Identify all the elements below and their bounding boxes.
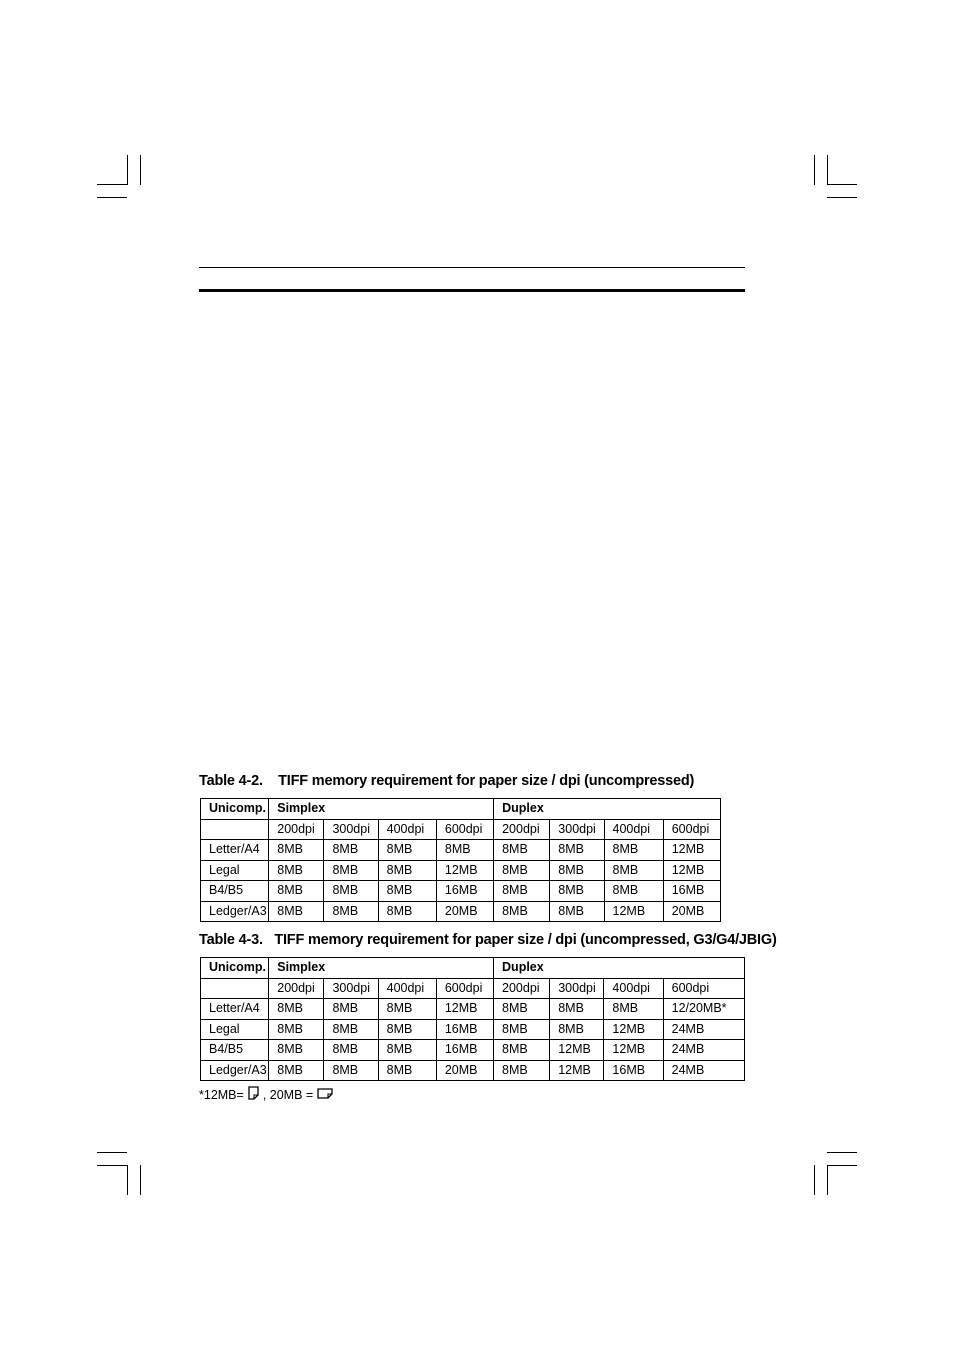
table-3-group-duplex: Duplex [494,958,745,979]
table-cell: 8MB [550,881,604,902]
table-cell: 8MB [269,840,324,861]
table-2-dpi-header: 400dpi [378,819,436,840]
table-cell: 20MB [436,1060,493,1081]
table-cell: 12MB [604,1040,663,1061]
table-3-dpi-header: 400dpi [378,978,436,999]
table-cell: 8MB [378,1040,436,1061]
table-cell: 8MB [494,840,550,861]
table-cell: 8MB [494,1040,550,1061]
table-cell: 12MB [604,1019,663,1040]
table-3-dpi-row [201,978,745,999]
table-2-dpi-blank [201,819,269,840]
header-rule-thick [199,289,745,292]
footnote [199,1086,337,1103]
table-cell: 12MB [550,1060,604,1081]
table-row [201,999,745,1020]
table-3-group-simplex: Simplex [269,958,494,979]
table-3-dpi-header: 200dpi [494,978,550,999]
table-2-dpi-row [201,819,721,840]
table-2-caption-title: TIFF memory requirement for paper size / dpi (uncompressed) [278,773,695,789]
table-2-dpi-header: 600dpi [436,819,493,840]
table-3-caption-title: TIFF memory requirement for paper size / dpi (uncompressed, G3/G4/JBIG) [274,932,777,948]
table-row [201,1060,745,1081]
table-cell: 8MB [550,860,604,881]
table-3-dpi-header: 600dpi [436,978,493,999]
table-cell: 8MB [269,901,324,922]
table-row-size: Ledger/A3 [201,901,269,922]
table-cell: 8MB [324,1019,378,1040]
table-cell: 8MB [494,1060,550,1081]
table-cell: 16MB [436,1019,493,1040]
table-row-size: Legal [201,860,269,881]
table-cell: 8MB [494,860,550,881]
table-2-group-row [201,799,721,820]
table-cell: 8MB [436,840,493,861]
table-cell: 8MB [494,881,550,902]
table-cell: 8MB [604,999,663,1020]
table-cell: 12MB [604,901,663,922]
table-2-caption-number: Table 4-2. [199,773,263,789]
table-cell: 8MB [324,901,378,922]
landscape-page-icon [317,1088,333,1102]
table-cell: 12MB [436,860,493,881]
table-row [201,881,721,902]
table-row [201,1040,745,1061]
table-3-dpi-header: 400dpi [604,978,663,999]
table-cell: 8MB [550,901,604,922]
table-cell: 24MB [663,1040,744,1061]
table-cell: 8MB [378,860,436,881]
table-2-dpi-header: 400dpi [604,819,663,840]
table-row [201,840,721,861]
table-cell: 12MB [436,999,493,1020]
table-cell: 20MB [663,901,720,922]
table-cell: 8MB [550,1019,604,1040]
table-cell: 24MB [663,1060,744,1081]
table-3-dpi-header: 200dpi [269,978,324,999]
table-cell: 8MB [604,881,663,902]
table-cell: 8MB [269,1040,324,1061]
table-cell: 8MB [378,1019,436,1040]
table-row-size: Letter/A4 [201,840,269,861]
table-2-dpi-header: 600dpi [663,819,720,840]
table-cell: 8MB [378,901,436,922]
table-cell: 8MB [269,1019,324,1040]
table-cell: 8MB [324,881,378,902]
portrait-page-icon [248,1086,259,1103]
table-cell: 8MB [378,1060,436,1081]
header-rule-thin [199,267,745,268]
table-cell: 8MB [378,840,436,861]
table-2-dpi-header: 300dpi [550,819,604,840]
table-2-dpi-header: 300dpi [324,819,378,840]
table-row-size: B4/B5 [201,1040,269,1061]
table-2-corner: Unicomp. [201,799,269,820]
table-2-group-duplex: Duplex [494,799,721,820]
table-cell: 24MB [663,1019,744,1040]
table-cell: 8MB [269,881,324,902]
table-cell: 8MB [269,860,324,881]
table-3-caption [199,932,777,948]
table-cell: 8MB [269,999,324,1020]
table-cell: 16MB [604,1060,663,1081]
table-cell: 12MB [550,1040,604,1061]
table-cell: 8MB [324,1060,378,1081]
table-2 [200,798,721,922]
table-cell: 8MB [550,999,604,1020]
table-cell: 8MB [324,840,378,861]
table-cell: 8MB [324,999,378,1020]
table-3-group-row [201,958,745,979]
table-cell: 12MB [663,860,720,881]
table-cell: 12/20MB* [663,999,744,1020]
table-cell: 8MB [494,1019,550,1040]
table-3-dpi-header: 300dpi [550,978,604,999]
table-row [201,901,721,922]
table-cell: 12MB [663,840,720,861]
table-cell: 8MB [324,860,378,881]
table-3-dpi-header: 600dpi [663,978,744,999]
table-2-dpi-header: 200dpi [269,819,324,840]
table-cell: 8MB [269,1060,324,1081]
table-cell: 8MB [378,999,436,1020]
table-row-size: Legal [201,1019,269,1040]
table-cell: 8MB [494,999,550,1020]
table-3-dpi-header: 300dpi [324,978,378,999]
table-cell: 16MB [663,881,720,902]
table-row [201,1019,745,1040]
table-cell: 8MB [324,1040,378,1061]
table-row [201,860,721,881]
table-cell: 16MB [436,881,493,902]
table-cell: 20MB [436,901,493,922]
table-cell: 8MB [378,881,436,902]
footnote-part-2: , 20MB = [262,1087,314,1102]
table-3 [200,957,745,1081]
table-row-size: Letter/A4 [201,999,269,1020]
footnote-part-1: *12MB= [199,1087,244,1102]
table-row-size: Ledger/A3 [201,1060,269,1081]
table-row-size: B4/B5 [201,881,269,902]
table-cell: 8MB [604,860,663,881]
table-cell: 8MB [494,901,550,922]
table-cell: 16MB [436,1040,493,1061]
table-cell: 8MB [604,840,663,861]
table-2-caption [199,773,694,789]
table-cell: 8MB [550,840,604,861]
table-2-group-simplex: Simplex [269,799,494,820]
table-3-corner: Unicomp. [201,958,269,979]
table-2-dpi-header: 200dpi [494,819,550,840]
table-3-dpi-blank [201,978,269,999]
table-3-caption-number: Table 4-3. [199,932,263,948]
